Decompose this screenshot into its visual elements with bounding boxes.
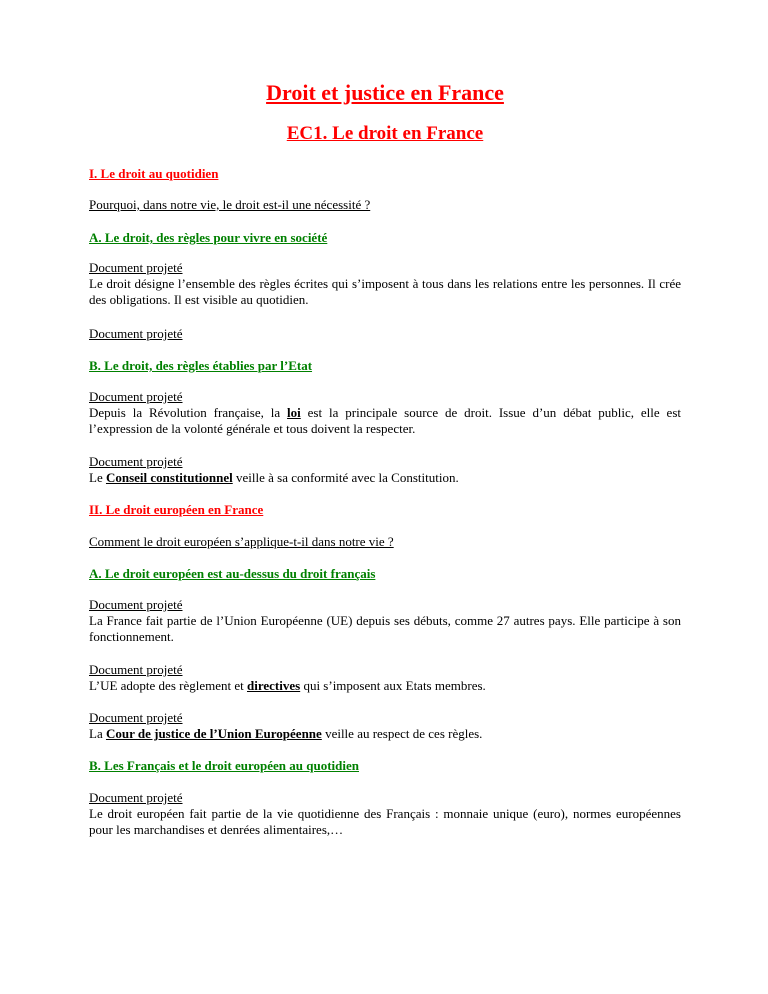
section-1b-heading: B. Le droit, des règles établies par l’Etat	[89, 358, 313, 373]
document-page	[89, 80, 681, 837]
section-2b-heading: B. Les Français et le droit européen au quotidien	[89, 758, 359, 773]
document-label: Document projeté	[89, 389, 183, 404]
document-text: La Cour de justice de l’Union Européenne veille au respect de ces règles.	[89, 726, 483, 741]
document-label: Document projeté	[89, 260, 183, 275]
document-label: Document projeté	[89, 597, 183, 612]
section-1b-document-1	[89, 389, 681, 437]
section-2b-document-1	[89, 790, 681, 838]
section-1-heading: I. Le droit au quotidien	[89, 166, 219, 181]
document-text: Le droit désigne l’ensemble des règles écrites qui s’imposent à tous dans les relations entre les personnes. Il crée des obligations. Il est visible au quotidien.	[89, 276, 681, 307]
section-2a-document-3	[89, 710, 681, 742]
section-1a-heading: A. Le droit, des règles pour vivre en société	[89, 230, 328, 245]
document-text: Depuis la Révolution française, la loi est la principale source de droit. Issue d’un débat public, elle est l’expression de la volonté générale et tous doivent la respecter.	[89, 405, 681, 436]
document-label: Document projeté	[89, 710, 183, 725]
term-directives: directives	[247, 678, 301, 693]
section-1-question: Pourquoi, dans notre vie, le droit est-il une nécessité ?	[89, 197, 371, 212]
document-label: Document projeté	[89, 790, 183, 805]
document-title: Droit et justice en France	[266, 80, 504, 105]
document-text: Le Conseil constitutionnel veille à sa conformité avec la Constitution.	[89, 470, 459, 485]
document-label: Document projeté	[89, 326, 183, 341]
document-text: Le droit européen fait partie de la vie quotidienne des Français : monnaie unique (euro), normes européennes pour les marchandises et denrées alimentaires,…	[89, 806, 681, 837]
section-2a-heading: A. Le droit européen est au-dessus du droit français	[89, 566, 376, 581]
section-2a-document-2	[89, 662, 681, 694]
term-conseil-constitutionnel: Conseil constitutionnel	[105, 470, 233, 485]
term-cour-de-justice: Cour de justice de l’Union Européenne	[105, 726, 322, 741]
document-label: Document projeté	[89, 662, 183, 677]
section-2-heading: II. Le droit européen en France	[89, 502, 264, 517]
section-1a-document-2	[89, 326, 681, 342]
document-text: L’UE adopte des règlement et directives qui s’imposent aux Etats membres.	[89, 678, 486, 693]
document-label: Document projeté	[89, 454, 183, 469]
section-2-question: Comment le droit européen s’applique-t-il dans notre vie ?	[89, 534, 394, 549]
document-subtitle: EC1. Le droit en France	[286, 123, 484, 144]
section-1a-document-1	[89, 260, 681, 308]
section-1b-document-2	[89, 454, 681, 486]
section-2a-document-1	[89, 597, 681, 645]
term-loi: loi	[287, 405, 301, 420]
document-text: La France fait partie de l’Union Européenne (UE) depuis ses débuts, comme 27 autres pays. Elle participe à son fonctionnement.	[89, 613, 681, 644]
